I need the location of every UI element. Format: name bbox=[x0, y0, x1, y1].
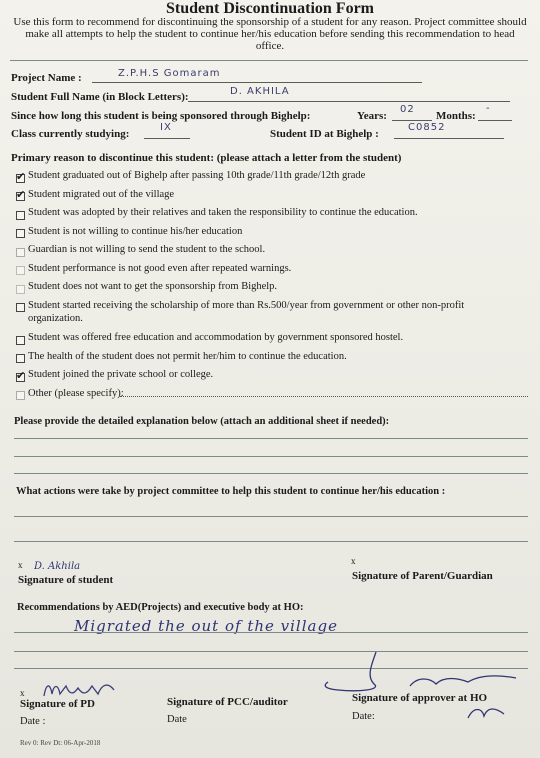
reason-checkbox-no-sponsorship[interactable] bbox=[16, 285, 25, 294]
months-value: - bbox=[486, 103, 491, 114]
reason-label-hostel: Student was offered free education and accommodation by government sponsored hostel. bbox=[28, 332, 404, 343]
project-name-value: Z.P.H.S Gomaram bbox=[118, 68, 221, 79]
explanation-label: Please provide the detailed explanation below (attach an additional sheet if needed): bbox=[14, 416, 390, 427]
reason-label-scholarship: Student started receiving the scholarship of more than Rs.500/year from government or other non-profit organization. bbox=[28, 300, 465, 324]
reason-label-performance: Student performance is not good even after repeated warnings. bbox=[28, 263, 292, 274]
pcc-signature-label: Signature of PCC/auditor bbox=[167, 696, 288, 708]
reason-label-private-school: Student joined the private school or college. bbox=[28, 369, 214, 380]
approver-signature-mark bbox=[318, 646, 528, 726]
years-value: 02 bbox=[400, 104, 415, 115]
reason-checkbox-scholarship[interactable] bbox=[16, 303, 25, 312]
recommendation-label: Recommendations by AED(Projects) and executive body at HO: bbox=[17, 602, 304, 613]
title-divider bbox=[10, 60, 528, 61]
reason-label-graduated: Student graduated out of Bighelp after passing 10th grade/11th grade/12th grade bbox=[28, 170, 366, 181]
class-label: Class currently studying: bbox=[11, 128, 130, 140]
student-signature: D. Akhila bbox=[34, 561, 81, 572]
months-field[interactable] bbox=[478, 120, 512, 121]
reason-checkbox-performance[interactable] bbox=[16, 266, 25, 275]
reason-checkbox-adopted[interactable] bbox=[16, 211, 25, 220]
years-field[interactable] bbox=[392, 120, 432, 121]
reason-checkbox-hostel[interactable] bbox=[16, 336, 25, 345]
form-intro: Use this form to recommend for discontinuing the sponsorship of a student for any reason. Project committee should make all attempts to help the student to continue her/his education before sending this recommendation to head office. bbox=[13, 16, 527, 52]
student-sign-x-mark: x bbox=[18, 560, 23, 570]
actions-line bbox=[14, 541, 528, 542]
reason-checkbox-migrated[interactable] bbox=[16, 188, 26, 201]
pd-sign-x-mark: x bbox=[20, 688, 25, 698]
reason-checkbox-health[interactable] bbox=[16, 354, 25, 363]
parent-signature-label: Signature of Parent/Guardian bbox=[352, 570, 493, 582]
pd-date-label: Date : bbox=[20, 716, 46, 727]
approver-signature-label: Signature of approver at HO bbox=[352, 692, 488, 704]
check-mark-icon: ✔ bbox=[16, 188, 26, 201]
student-name-label: Student Full Name (in Block Letters): bbox=[11, 91, 189, 103]
parent-sign-x-mark: x bbox=[351, 556, 356, 566]
reason-label-health: The health of the student does not permit her/him to continue the education. bbox=[28, 351, 347, 362]
explanation-line bbox=[14, 438, 528, 439]
student-name-field[interactable] bbox=[188, 101, 510, 102]
student-id-field[interactable] bbox=[394, 138, 504, 139]
reason-label-not-willing: Student is not willing to continue his/her education bbox=[28, 226, 243, 237]
reason-label-other: Other (please specify): bbox=[28, 388, 124, 399]
pd-signature-label: Signature of PD bbox=[20, 698, 95, 710]
recommendation-value: Migrated the out of the village bbox=[74, 617, 338, 635]
actions-label: What actions were take by project committee to help this student to continue her/his education : bbox=[16, 486, 446, 497]
project-name-field[interactable] bbox=[92, 82, 422, 83]
student-id-label: Student ID at Bighelp : bbox=[270, 128, 379, 140]
check-mark-icon: ✔ bbox=[16, 170, 26, 183]
pcc-date-label: Date bbox=[167, 714, 187, 725]
approver-date-label: Date: bbox=[352, 711, 375, 722]
student-name-value: D. AKHILA bbox=[230, 86, 290, 97]
reason-label-adopted: Student was adopted by their relatives and taken the responsibility to continue the education. bbox=[28, 207, 418, 218]
months-label: Months: bbox=[436, 110, 476, 122]
form-title: Student Discontinuation Form bbox=[165, 0, 375, 17]
class-value: IX bbox=[160, 122, 172, 133]
sponsorship-duration-label: Since how long this student is being sponsored through Bighelp: bbox=[11, 110, 311, 122]
check-mark-icon: ✔ bbox=[16, 369, 26, 382]
reason-checkbox-graduated[interactable] bbox=[16, 170, 26, 183]
actions-line bbox=[14, 516, 528, 517]
student-id-value: C0852 bbox=[408, 122, 446, 133]
explanation-line bbox=[14, 473, 528, 474]
student-signature-label: Signature of student bbox=[18, 574, 114, 586]
other-specify-field[interactable] bbox=[120, 396, 528, 397]
reason-checkbox-private-school[interactable] bbox=[16, 369, 26, 382]
class-field[interactable] bbox=[144, 138, 190, 139]
recommendation-line bbox=[14, 632, 528, 633]
project-name-label: Project Name : bbox=[11, 72, 82, 84]
reason-checkbox-not-willing[interactable] bbox=[16, 229, 25, 238]
explanation-line bbox=[14, 456, 528, 457]
revision-footer: Rev 0: Rev Dt: 06-Apr-2018 bbox=[20, 739, 101, 747]
years-label: Years: bbox=[357, 110, 387, 122]
reason-label-migrated: Student migrated out of the village bbox=[28, 189, 175, 200]
reason-checkbox-other[interactable] bbox=[16, 391, 25, 400]
reason-label-no-sponsorship: Student does not want to get the sponsorship from Bighelp. bbox=[28, 281, 278, 292]
reasons-heading: Primary reason to discontinue this student: (please attach a letter from the student) bbox=[11, 152, 402, 164]
reason-label-guardian: Guardian is not willing to send the student to the school. bbox=[28, 244, 266, 255]
reason-checkbox-guardian[interactable] bbox=[16, 248, 25, 257]
